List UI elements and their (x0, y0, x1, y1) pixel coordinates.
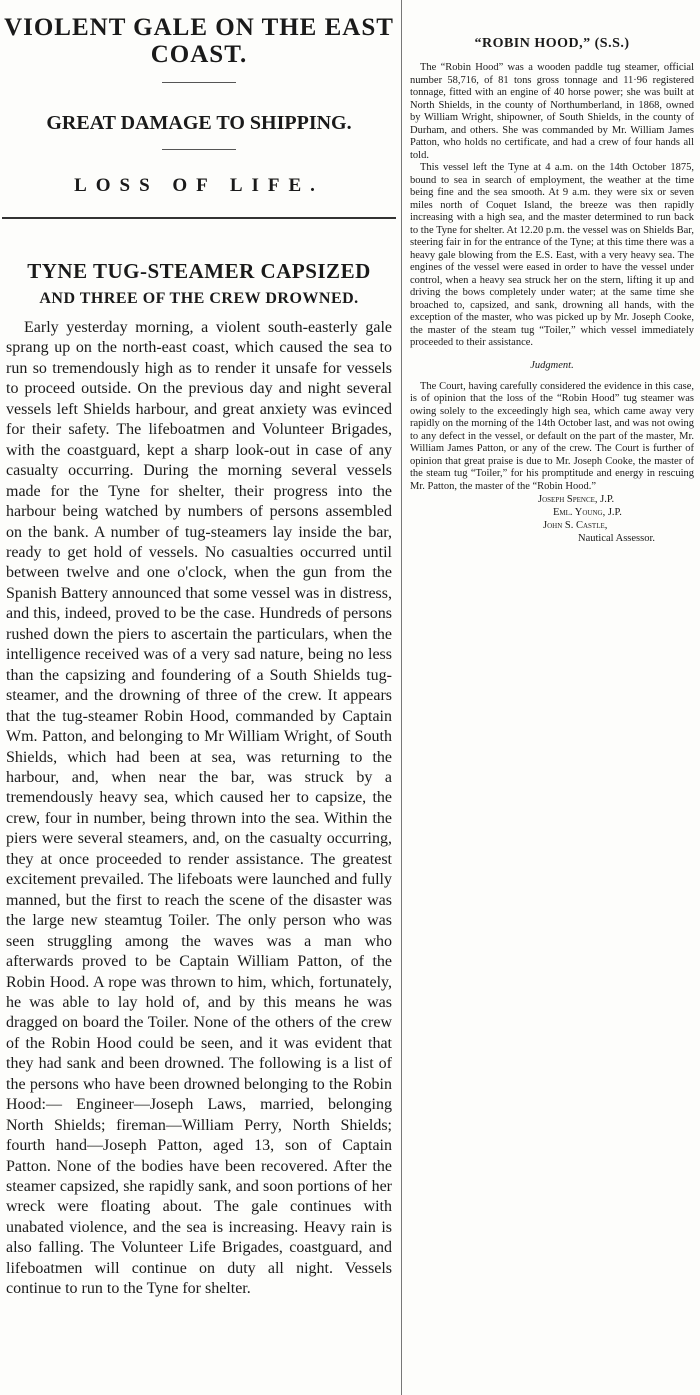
headline-tug-capsized: TYNE TUG-STEAMER CAPSIZED (27, 259, 371, 283)
inquiry-report-column (408, 0, 696, 560)
judgment-heading: Judgment. (530, 359, 574, 371)
divider (2, 217, 396, 219)
report-title: “ROBIN HOOD,” (S.S.) (474, 36, 630, 51)
headline-loss-of-life: LOSS OF LIFE. (74, 175, 324, 196)
signature-line: Nautical Assessor. (578, 533, 655, 544)
article-body: Early yesterday morning, a violent south-easterly gale sprang up on the north-east coast, which caused the sea to run so tremendously high as to render it unsafe for vessels to proceed outside. On the previous day and night several vessels left Shields harbour, and great anxiety was evinced for their safety. The lifeboatmen and Volunteer Brigades, with the coastguard, kept a sharp look-out in case of any casualty occurring. During the morning several vessels made for the Tyne for shelter, their progress into the harbour being watched by numbers of persons assembled on the bank. A number of tug-steamers lay inside the bar, ready to get hold of vessels. No casualties occurred until between twelve and one o'clock, when the gun from the Spanish Battery announced that some vessel was in distress, and this, indeed, proved to be the case. Hundreds of persons rushed down the piers to ascertain the particulars, when the intelligence received was of a very sad nature, being no less than the capsizing and foundering of a South Shields tug-steamer, and the drowning of three of the crew. It appears that the tug-steamer Robin Hood, commanded by Captain Wm. Patton, and belonging to Mr William Wright, of South Shields, which had been at sea, was returning to the harbour, and, when near the bar, was struck by a tremendously heavy sea, which caused her to capsize, the crew, four in number, being thrown into the sea. Within the piers were several steamers, and, on the casualty occurring, they at once proceeded to render assistance. The greatest excitement prevailed. The lifeboats were launched and fully manned, but the first to reach the scene of the disaster was the large new steamtug Toiler. The only person who was seen struggling among the waves was a man who afterwards proved to be Captain William Patton, of the Robin Hood. A rope was thrown to him, which, fortunately, he was able to lay hold of, and by this means he was dragged on board the Toiler. None of the others of the crew of the Robin Hood could be seen, and it was evident that they had sank and been drowned. The following is a list of the persons who have been drowned belonging to the Robin Hood:— Engineer—Joseph Laws, married, belonging North Shields; fireman—William Perry, North Shields; fourth hand—Joseph Patton, aged 13, son of Captain Patton. None of the bodies have been recovered. After the steamer capsized, she rapidly sank, and soon portions of her wreck were floating about. The gale continues with unabated violence, and the sea is increasing. Heavy rain is also falling. The Volunteer Life Brigades, coastguard, and lifeboatmen will continue on duty all night. Vessels continue to run to the Tyne for shelter. (6, 319, 392, 1298)
signature-line: John S. Castle, (543, 520, 608, 531)
column-divider (401, 0, 402, 1395)
divider (162, 82, 236, 83)
report-paragraph: This vessel left the Tyne at 4 a.m. on the 14th October 1875, bound to sea in search of employment, the weather at the time being fine and the sea smooth. At 9 a.m. they were six or seven miles north of Coquet Island, the breeze was then rapidly increasing with a high sea, and the master determined to run back to the Tyne for shelter. At 12.20 p.m. the vessel was on Shields Bar, steering fair in for the entrance of the Tyne; at this time there was a heavy gale blowing from the E.S. East, with a very heavy sea. The engines of the vessel were eased in order to have the vessel under control, when a heavy sea struck her on the stern, lifting it up and driving the bows completely under water; at the same time she broached to, capsized, and sank, drowning all hands, with the exception of the master, who was picked up by Mr. Joseph Cooke, the master of the steam tug “Toiler,” which vessel immediately proceeded to their assistance. (410, 162, 694, 348)
headline-crew-drowned: AND THREE OF THE CREW DROWNED. (39, 290, 359, 307)
report-paragraph: The “Robin Hood” was a wooden paddle tug steamer, official number 58,716, of 81 tons gross tonnage and 11·96 registered tonnage, fitted with an engine of 40 horse power; she was built at North Shields, in the county of Northumberland, in 1868, owned by William Wright, shipowner, of South Shields, in the county of Durham, and others. She was commanded by Mr. William James Patton, who holds no certificate, and had a crew of four hands all told. (410, 62, 694, 161)
judgment-paragraph: The Court, having carefully considered the evidence in this case, is of opinion that the loss of the “Robin Hood” tug steamer was owing solely to the exceedingly high sea, which came away very rapidly on the morning of the 14th October last, and was not owing to any defect in the vessel, or default on the part of the master, Mr. William James Patton, or any of the crew. The Court is further of opinion that great praise is due to Mr. Joseph Cooke, the master of the steam tug “Toiler,” for his promptitude and energy in rescuing Mr. Patton, the master of the “Robin Hood.” (410, 380, 694, 492)
main-article-column (2, 0, 396, 1395)
headline-damage: GREAT DAMAGE TO SHIPPING. (46, 112, 352, 134)
signature-line: Eml. Young, J.P. (553, 507, 622, 518)
divider (162, 149, 236, 150)
headline-gale: VIOLENT GALE ON THE EAST COAST. (4, 14, 394, 68)
signature-line: Joseph Spence, J.P. (538, 494, 615, 505)
